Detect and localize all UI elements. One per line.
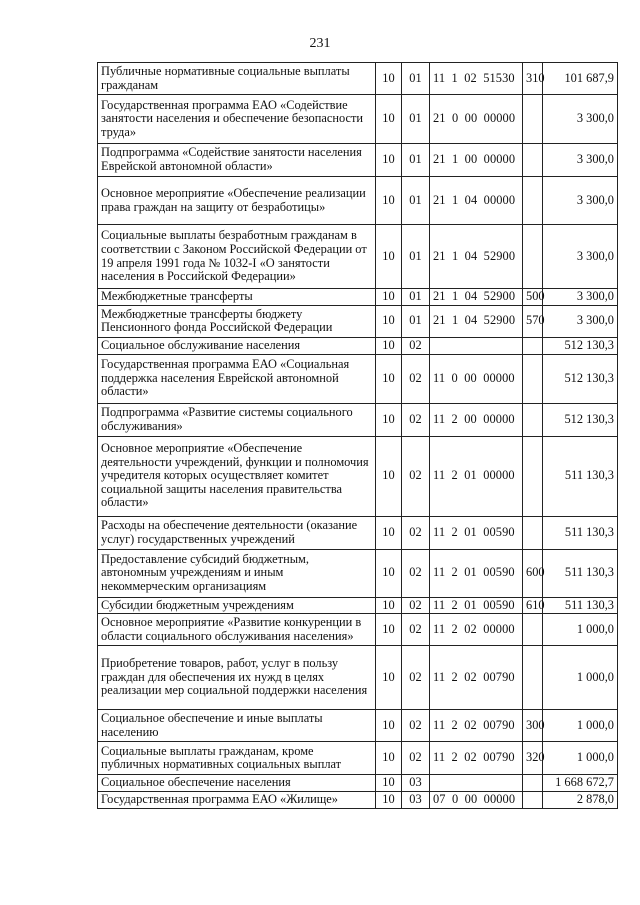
row-subsection: 02	[402, 549, 430, 597]
row-target-code	[430, 337, 523, 354]
row-expense-type	[523, 516, 543, 549]
row-expense-type	[523, 614, 543, 646]
row-section: 10	[376, 775, 402, 792]
row-name: Межбюджетные трансферты бюджету Пенсионного фонда Российской Федерации	[98, 305, 376, 337]
row-name: Государственная программа ЕАО «Содействие занятости населения и обеспечение безопасности труда»	[98, 95, 376, 144]
row-name: Социальное обеспечение населения	[98, 775, 376, 792]
row-target-code	[430, 775, 523, 792]
row-target-code: 11 2 02 00790	[430, 646, 523, 710]
row-name: Социальное обслуживание населения	[98, 337, 376, 354]
row-subsection: 01	[402, 177, 430, 225]
row-target-code: 21 1 04 52900	[430, 289, 523, 306]
row-name: Межбюджетные трансферты	[98, 289, 376, 306]
row-subsection: 02	[402, 597, 430, 614]
row-amount: 511 130,3	[543, 549, 618, 597]
table-row	[98, 95, 618, 144]
row-section: 10	[376, 63, 402, 95]
table-row	[98, 549, 618, 597]
row-section: 10	[376, 646, 402, 710]
row-target-code: 21 0 00 00000	[430, 95, 523, 144]
row-subsection: 02	[402, 403, 430, 436]
row-expense-type: 610	[523, 597, 543, 614]
table-row	[98, 516, 618, 549]
row-amount: 1 668 672,7	[543, 775, 618, 792]
row-expense-type	[523, 775, 543, 792]
row-amount: 1 000,0	[543, 742, 618, 775]
row-amount: 3 300,0	[543, 144, 618, 177]
row-expense-type: 300	[523, 710, 543, 742]
row-expense-type	[523, 791, 543, 808]
row-amount: 511 130,3	[543, 516, 618, 549]
row-target-code: 11 2 02 00790	[430, 710, 523, 742]
row-amount: 3 300,0	[543, 177, 618, 225]
table-row	[98, 354, 618, 403]
table-row	[98, 337, 618, 354]
row-section: 10	[376, 436, 402, 516]
row-subsection: 01	[402, 289, 430, 306]
row-amount: 512 130,3	[543, 337, 618, 354]
row-expense-type	[523, 144, 543, 177]
table-row	[98, 597, 618, 614]
row-section: 10	[376, 597, 402, 614]
row-expense-type: 320	[523, 742, 543, 775]
row-subsection: 01	[402, 225, 430, 289]
row-name: Государственная программа ЕАО «Жилище»	[98, 791, 376, 808]
table-row	[98, 710, 618, 742]
row-subsection: 02	[402, 614, 430, 646]
row-subsection: 02	[402, 337, 430, 354]
table-row	[98, 791, 618, 808]
table-row	[98, 436, 618, 516]
row-target-code: 11 2 01 00000	[430, 436, 523, 516]
row-subsection: 02	[402, 516, 430, 549]
row-target-code: 11 2 01 00590	[430, 597, 523, 614]
row-target-code: 11 1 02 51530	[430, 63, 523, 95]
table-row	[98, 775, 618, 792]
row-section: 10	[376, 403, 402, 436]
row-target-code: 07 0 00 00000	[430, 791, 523, 808]
row-expense-type: 600	[523, 549, 543, 597]
row-expense-type: 570	[523, 305, 543, 337]
row-target-code: 11 2 00 00000	[430, 403, 523, 436]
row-expense-type	[523, 225, 543, 289]
row-expense-type	[523, 646, 543, 710]
row-amount: 512 130,3	[543, 403, 618, 436]
page-number: 231	[309, 36, 331, 51]
row-amount: 511 130,3	[543, 597, 618, 614]
row-subsection: 01	[402, 95, 430, 144]
row-target-code: 11 2 02 00790	[430, 742, 523, 775]
row-subsection: 01	[402, 305, 430, 337]
row-name: Основное мероприятие «Обеспечение реализации права граждан на защиту от безработицы»	[98, 177, 376, 225]
row-subsection: 02	[402, 710, 430, 742]
row-expense-type	[523, 436, 543, 516]
budget-table-body	[98, 63, 618, 809]
row-subsection: 03	[402, 775, 430, 792]
row-subsection: 02	[402, 742, 430, 775]
row-section: 10	[376, 791, 402, 808]
row-expense-type	[523, 403, 543, 436]
row-amount: 511 130,3	[543, 436, 618, 516]
row-amount: 1 000,0	[543, 614, 618, 646]
row-name: Предоставление субсидий бюджетным, автономным учреждениям и иным некоммерческим организациям	[98, 549, 376, 597]
row-target-code: 11 2 01 00590	[430, 549, 523, 597]
row-name: Субсидии бюджетным учреждениям	[98, 597, 376, 614]
row-expense-type: 500	[523, 289, 543, 306]
row-target-code: 11 0 00 00000	[430, 354, 523, 403]
table-row	[98, 144, 618, 177]
row-section: 10	[376, 742, 402, 775]
row-name: Приобретение товаров, работ, услуг в пользу граждан для обеспечения их нужд в целях реализации мер социальной поддержки населения	[98, 646, 376, 710]
row-expense-type	[523, 95, 543, 144]
row-expense-type	[523, 337, 543, 354]
table-row	[98, 403, 618, 436]
row-section: 10	[376, 710, 402, 742]
table-row	[98, 225, 618, 289]
row-section: 10	[376, 337, 402, 354]
row-target-code: 21 1 04 00000	[430, 177, 523, 225]
row-amount: 3 300,0	[543, 95, 618, 144]
row-amount: 2 878,0	[543, 791, 618, 808]
row-expense-type: 310	[523, 63, 543, 95]
row-name: Расходы на обеспечение деятельности (оказание услуг) государственных учреждений	[98, 516, 376, 549]
row-amount: 1 000,0	[543, 646, 618, 710]
row-target-code: 11 2 02 00000	[430, 614, 523, 646]
table-row	[98, 63, 618, 95]
table-row	[98, 305, 618, 337]
row-amount: 1 000,0	[543, 710, 618, 742]
row-expense-type	[523, 354, 543, 403]
table-row	[98, 614, 618, 646]
row-section: 10	[376, 225, 402, 289]
row-amount: 3 300,0	[543, 289, 618, 306]
row-name: Социальные выплаты гражданам, кроме публичных нормативных социальных выплат	[98, 742, 376, 775]
row-target-code: 21 1 04 52900	[430, 225, 523, 289]
row-section: 10	[376, 177, 402, 225]
row-subsection: 01	[402, 144, 430, 177]
row-name: Подпрограмма «Развитие системы социального обслуживания»	[98, 403, 376, 436]
row-name: Социальные выплаты безработным гражданам в соответствии с Законом Российской Федерации от 19 апреля 1991 года № 1032-I «О занятости населения в Российской Федерации»	[98, 225, 376, 289]
row-section: 10	[376, 614, 402, 646]
row-section: 10	[376, 95, 402, 144]
row-section: 10	[376, 354, 402, 403]
row-name: Основное мероприятие «Развитие конкуренции в области социального обслуживания населения»	[98, 614, 376, 646]
row-subsection: 02	[402, 436, 430, 516]
row-section: 10	[376, 549, 402, 597]
row-amount: 101 687,9	[543, 63, 618, 95]
row-subsection: 02	[402, 646, 430, 710]
row-section: 10	[376, 516, 402, 549]
row-target-code: 21 1 04 52900	[430, 305, 523, 337]
row-target-code: 21 1 00 00000	[430, 144, 523, 177]
row-target-code: 11 2 01 00590	[430, 516, 523, 549]
row-subsection: 02	[402, 354, 430, 403]
table-row	[98, 177, 618, 225]
row-name: Подпрограмма «Содействие занятости населения Еврейской автономной области»	[98, 144, 376, 177]
row-name: Социальное обеспечение и иные выплаты населению	[98, 710, 376, 742]
row-name: Основное мероприятие «Обеспечение деятельности учреждений, функции и полномочия учредителя которых осуществляет комитет социальной защиты населения правительства области»	[98, 436, 376, 516]
row-amount: 3 300,0	[543, 305, 618, 337]
budget-table	[97, 62, 618, 809]
row-section: 10	[376, 305, 402, 337]
row-amount: 512 130,3	[543, 354, 618, 403]
row-subsection: 01	[402, 63, 430, 95]
row-name: Государственная программа ЕАО «Социальная поддержка населения Еврейской автономной области»	[98, 354, 376, 403]
row-section: 10	[376, 289, 402, 306]
table-row	[98, 289, 618, 306]
row-subsection: 03	[402, 791, 430, 808]
row-name: Публичные нормативные социальные выплаты гражданам	[98, 63, 376, 95]
table-row	[98, 646, 618, 710]
table-row	[98, 742, 618, 775]
row-amount: 3 300,0	[543, 225, 618, 289]
row-expense-type	[523, 177, 543, 225]
row-section: 10	[376, 144, 402, 177]
